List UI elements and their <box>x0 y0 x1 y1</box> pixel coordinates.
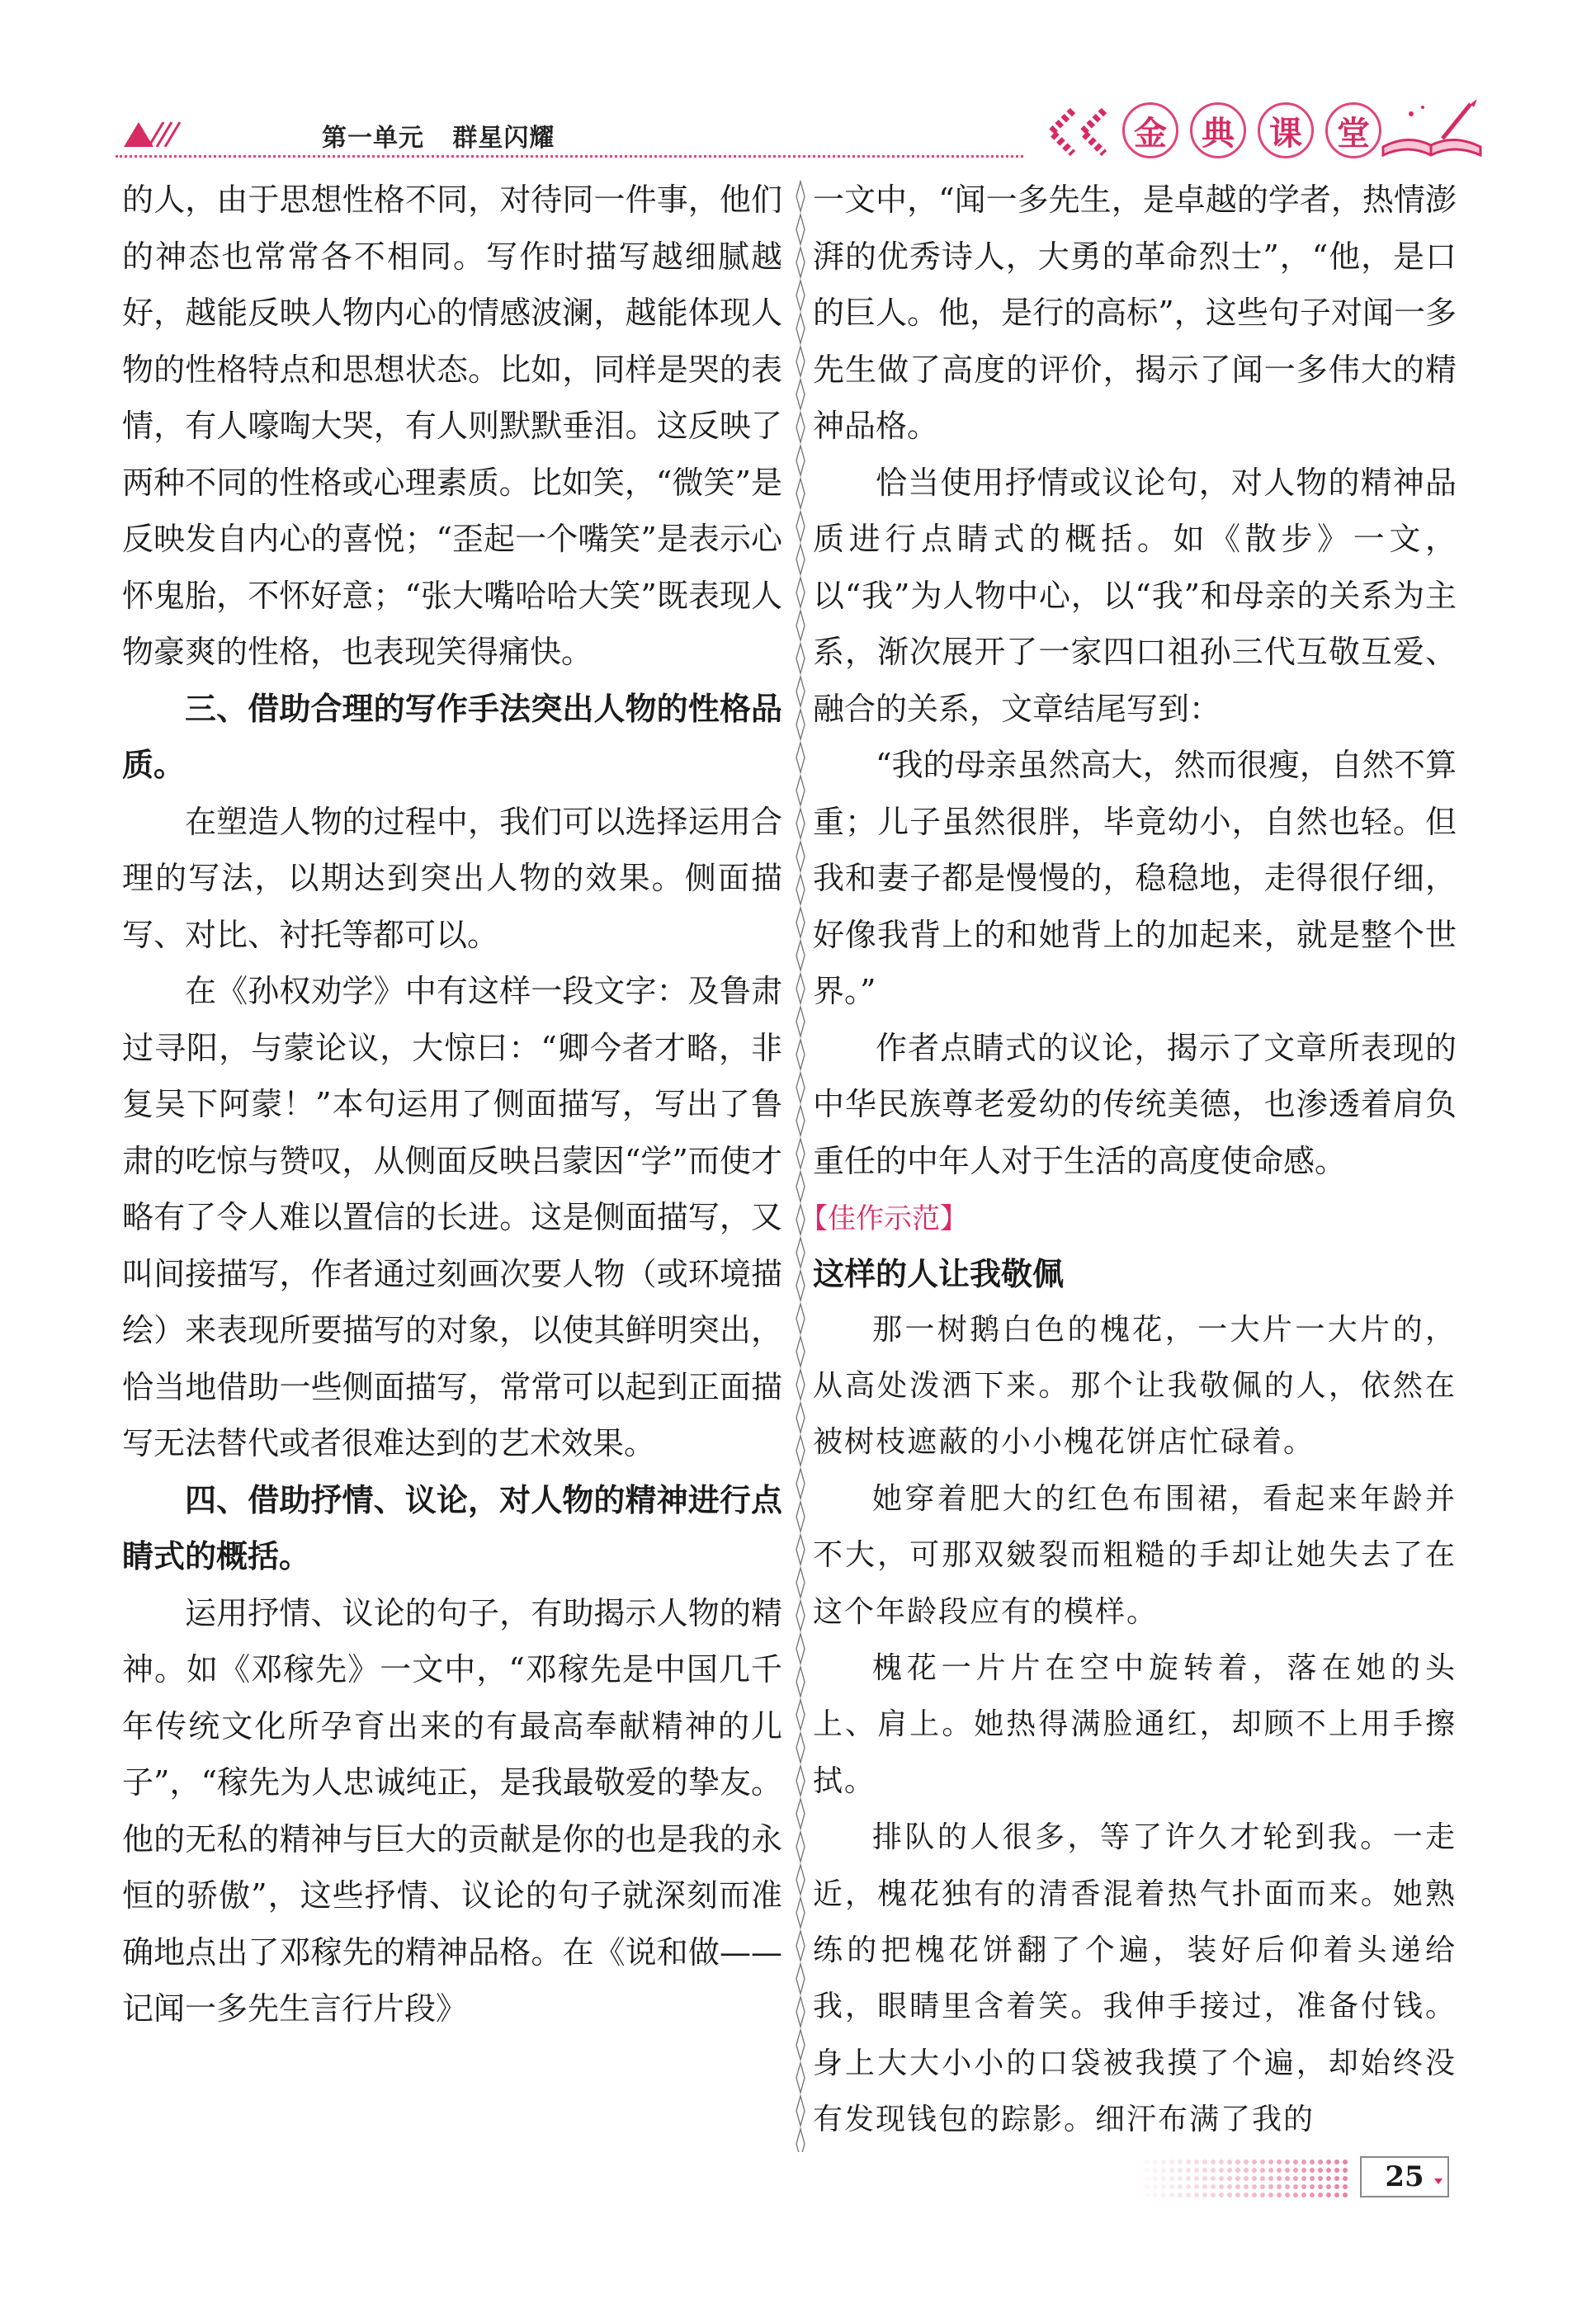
triangle-stripes-icon <box>124 117 190 147</box>
paragraph: 一文中，“闻一多先生，是卓越的学者，热情澎湃的优秀诗人，大勇的革命烈士”，“他，是口的巨人。他，是行的高标”，这些句子对闻一多先生做了高度的评价，揭示了闻一多伟大的精神品格。 <box>813 182 1457 444</box>
unit-title: 第一单元 群星闪耀 <box>322 124 555 153</box>
page-header <box>116 97 1494 172</box>
essay-paragraph: 排队的人很多，等了许久才轮到我。一走近，槐花独有的清香混着热气扑面而来。她熟练的把槐花饼翻了个遍，装好后仰着头递给我，眼睛里含着笑。我伸手接过，准备付钱。身上大大小小的口袋被我摸了个遍，却始终没有发现钱包的踪影。细汗布满了我的 <box>813 1820 1457 2137</box>
brand-char: 金 <box>1122 102 1178 158</box>
paragraph: 的人，由于思想性格不同，对待同一件事，他们的神态也常常各不相同。写作时描写越细腻越好，越能反映人物内心的情感波澜，越能体现人物的性格特点和思想状态。比如，同样是哭的表情，有人嚎啕大哭，有人则默默垂泪。这反映了两种不同的性格或心理素质。比如笑，“微笑”是反映发自内心的喜悦；“歪起一个嘴笑”是表示心怀鬼胎，不怀好意；“张大嘴哈哈大笑”既表现人物豪爽的性格，也表现笑得痛快。 <box>122 182 782 670</box>
page-number <box>1360 2156 1449 2197</box>
section-tag: 【佳作示范】 <box>800 1202 968 1235</box>
essay-paragraph: 她穿着肥大的红色布围裙，看起来年龄并不大，可那双皴裂而粗糙的手却让她失去了在这个年龄段应有的模样。 <box>813 1481 1457 1629</box>
section-heading: 四、借助抒情、议论，对人物的精神进行点睛式的概括。 <box>122 1481 782 1574</box>
footer-dot-pattern <box>1135 2158 1349 2199</box>
essay-paragraph: 槐花一片片在空中旋转着，落在她的头上、肩上。她热得满脸通红，却顾不上用手擦拭。 <box>813 1650 1457 1798</box>
page-number-text: 25 <box>1385 2160 1424 2193</box>
brand-char: 堂 <box>1325 102 1381 158</box>
paragraph: 恰当使用抒情或议论句，对人物的精神品质进行点睛式的概括。如《散步》一文，以“我”为人物中心，以“我”和母亲的关系为主系，渐次展开了一家四口祖孙三代互敬互爱、融合的关系，文章结尾写到： <box>813 464 1457 727</box>
right-column <box>800 172 1457 2149</box>
paragraph: 作者点睛式的议论，揭示了文章所表现的中华民族尊老爱幼的传统美德，也渗透着肩负重任的中年人对于生活的高度使命感。 <box>813 1029 1457 1179</box>
essay-paragraph: 那一树鹅白色的槐花，一大片一大片的，从高处泼洒下来。那个让我敬佩的人，依然在被树枝遮蔽的小小槐花饼店忙碌着。 <box>813 1312 1457 1460</box>
essay-title: 这样的人让我敬佩 <box>813 1255 1065 1292</box>
section-heading: 三、借助合理的写作手法突出人物的性格品质。 <box>122 690 782 783</box>
paragraph: 在《孙权劝学》中有这样一段文字：及鲁肃过寻阳，与蒙论议，大惊曰：“卿今者才略，非复吴下阿蒙！”本句运用了侧面描写，写出了鲁肃的吃惊与赞叹，从侧面反映吕蒙因“学”而使才略有了令人难以置信的长进。这是侧面描写，又叫间接描写，作者通过刻画次要人物（或环境描绘）来表现所要描写的对象，以使其鲜明突出，恰当地借助一些侧面描写，常常可以起到正面描写无法替代或者很难达到的艺术效果。 <box>122 973 782 1461</box>
paragraph: 运用抒情、议论的句子，有助揭示人物的精神。如《邓稼先》一文中，“邓稼先是中国几千年传统文化所孕育出来的有最高奉献精神的儿子”，“稼先为人忠诚纯正，是我最敬爱的挚友。他的无私的精神与巨大的贡献是你的也是我的永恒的骄傲”，这些抒情、议论的句子就深刻而准确地点出了邓稼先的精神品格。在《说和做——记闻一多先生言行片段》 <box>122 1594 782 2027</box>
header-divider <box>116 155 1023 158</box>
brand-char: 课 <box>1258 102 1314 158</box>
triangle-down-icon <box>1434 2178 1443 2184</box>
essay-body <box>813 1302 1457 2149</box>
column-divider <box>795 180 806 2152</box>
open-book-pen-icon <box>1378 97 1485 163</box>
paragraph: 在塑造人物的过程中，我们可以选择运用合理的写法，以期达到突出人物的效果。侧面描写、对比、衬托等都可以。 <box>122 803 782 953</box>
double-chevron-icon <box>1040 106 1114 158</box>
brand-char: 典 <box>1190 102 1246 158</box>
quote-paragraph: “我的母亲虽然高大，然而很瘦，自然不算重；儿子虽然很胖，毕竟幼小，自然也轻。但我和妻子都是慢慢的，稳稳地，走得很仔细，好像我背上的和她背上的加起来，就是整个世界。” <box>813 747 1457 1009</box>
brand-title <box>1122 97 1393 163</box>
left-column <box>122 172 782 2037</box>
